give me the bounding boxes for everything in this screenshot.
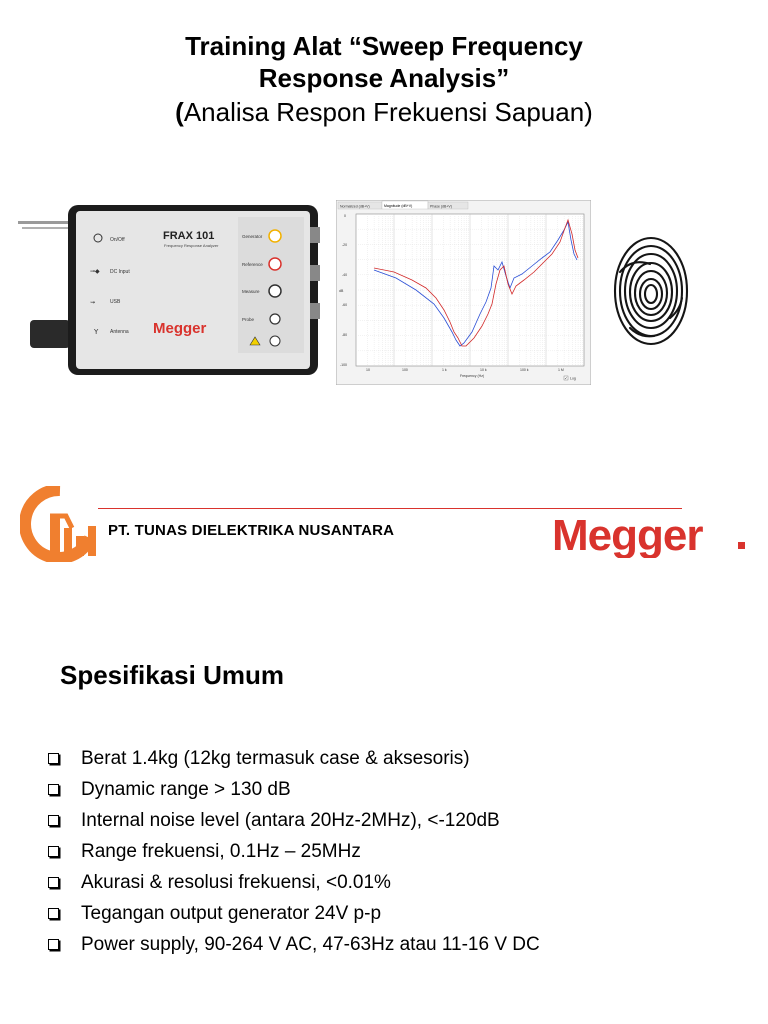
section-heading: Spesifikasi Umum	[60, 660, 284, 690]
label-reference: Reference	[242, 262, 263, 267]
reference-port-icon	[269, 258, 281, 270]
subtitle-paren: (	[175, 97, 184, 127]
title-line-1: Training Alat “Sweep Frequency	[185, 31, 583, 61]
fingerprint-image	[610, 228, 692, 356]
device-model-sub: Frequency Response Analyzer	[164, 243, 219, 248]
title-block	[0, 30, 768, 130]
label-usb: USB	[110, 299, 121, 305]
ground-icon	[270, 336, 280, 346]
megger-logo	[552, 508, 752, 558]
spec-text: Range frekuensi, 0.1Hz – 25MHz	[81, 840, 361, 862]
checkbox-bullet-icon	[48, 846, 59, 857]
y-tick-label: -40	[342, 273, 348, 277]
subtitle-text: Analisa Respon Frekuensi Sapuan)	[183, 97, 593, 127]
spec-text: Dynamic range > 130 dB	[81, 778, 291, 800]
spec-text: Tegangan output generator 24V p-p	[81, 902, 382, 924]
checkbox-bullet-icon	[48, 784, 59, 795]
subtitle	[0, 94, 768, 130]
plot-tab-normalized: Normalized (dB+V)	[340, 204, 370, 209]
label-probe: Probe	[242, 317, 255, 322]
x-tick-label: 10 k	[480, 368, 487, 372]
spec-item	[48, 836, 540, 867]
spec-item	[48, 774, 540, 805]
label-dc-input: DC Input	[110, 269, 130, 275]
spec-item	[48, 898, 540, 929]
label-antenna: Antenna	[110, 329, 129, 335]
x-tick-label: 10	[366, 368, 370, 372]
spec-text: Berat 1.4kg (12kg termasuk case & aksesoris)	[81, 747, 470, 769]
antenna-rod	[22, 227, 72, 229]
checkbox-bullet-icon	[48, 753, 59, 764]
device-model: FRAX 101	[163, 230, 215, 242]
title-line-2: Response Analysis”	[258, 63, 510, 93]
company-name: PT. TUNAS DIELEKTRIKA NUSANTARA	[108, 522, 395, 539]
checkbox-bullet-icon	[48, 908, 59, 919]
x-tick-label: 100 k	[520, 368, 529, 372]
probe-port-icon	[270, 314, 280, 324]
device-brand: Megger	[153, 320, 207, 337]
x-tick-label: 1 M	[558, 368, 564, 372]
plot-tab-phase: Phase (dB+V)	[430, 204, 452, 209]
megger-logo-text: Megger	[552, 511, 703, 558]
x-tick-label: 100	[402, 368, 408, 372]
spec-text: Internal noise level (antara 20Hz-2MHz), <-120dB	[81, 809, 500, 831]
spec-list	[48, 743, 540, 960]
antenna-icon: Y	[94, 328, 99, 336]
spec-item	[48, 929, 540, 960]
checkbox-bullet-icon	[48, 939, 59, 950]
label-onoff: On/Off	[110, 237, 125, 243]
tunas-logo	[20, 486, 104, 562]
y-tick-label: -20	[342, 243, 348, 247]
frax-device-image	[18, 197, 324, 383]
rubber-guard	[30, 320, 70, 348]
frequency-response-plot	[336, 200, 591, 385]
spec-text: Power supply, 90-264 V AC, 47-63Hz atau 11-16 V DC	[81, 933, 540, 955]
y-axis-label: dB	[339, 289, 344, 293]
checkbox-bullet-icon	[48, 877, 59, 888]
plot-tab-magnitude: Magnitude (dB+V)	[384, 204, 413, 208]
log-checkbox-check-icon: ✓	[564, 376, 568, 381]
spec-item	[48, 805, 540, 836]
y-tick-label: 0	[344, 214, 346, 218]
spec-text: Akurasi & resolusi frekuensi, <0.01%	[81, 871, 391, 893]
checkbox-bullet-icon	[48, 815, 59, 826]
generator-port-icon	[269, 230, 281, 242]
y-tick-label: -100	[340, 363, 348, 367]
usb-icon: ⇝	[90, 299, 96, 306]
antenna-rod	[18, 221, 74, 224]
dc-input-icon: ⊸◆	[90, 268, 100, 275]
x-axis-label: Frequency (Hz)	[460, 374, 485, 378]
spec-item	[48, 867, 540, 898]
y-tick-label: -60	[342, 303, 348, 307]
spec-item	[48, 743, 540, 774]
label-generator: Generator	[242, 234, 263, 239]
x-tick-label: 1 k	[442, 368, 447, 372]
y-tick-label: -80	[342, 333, 348, 337]
measure-port-icon	[269, 285, 281, 297]
log-checkbox-label: Log	[570, 376, 576, 381]
label-measure: Measure	[242, 289, 260, 294]
